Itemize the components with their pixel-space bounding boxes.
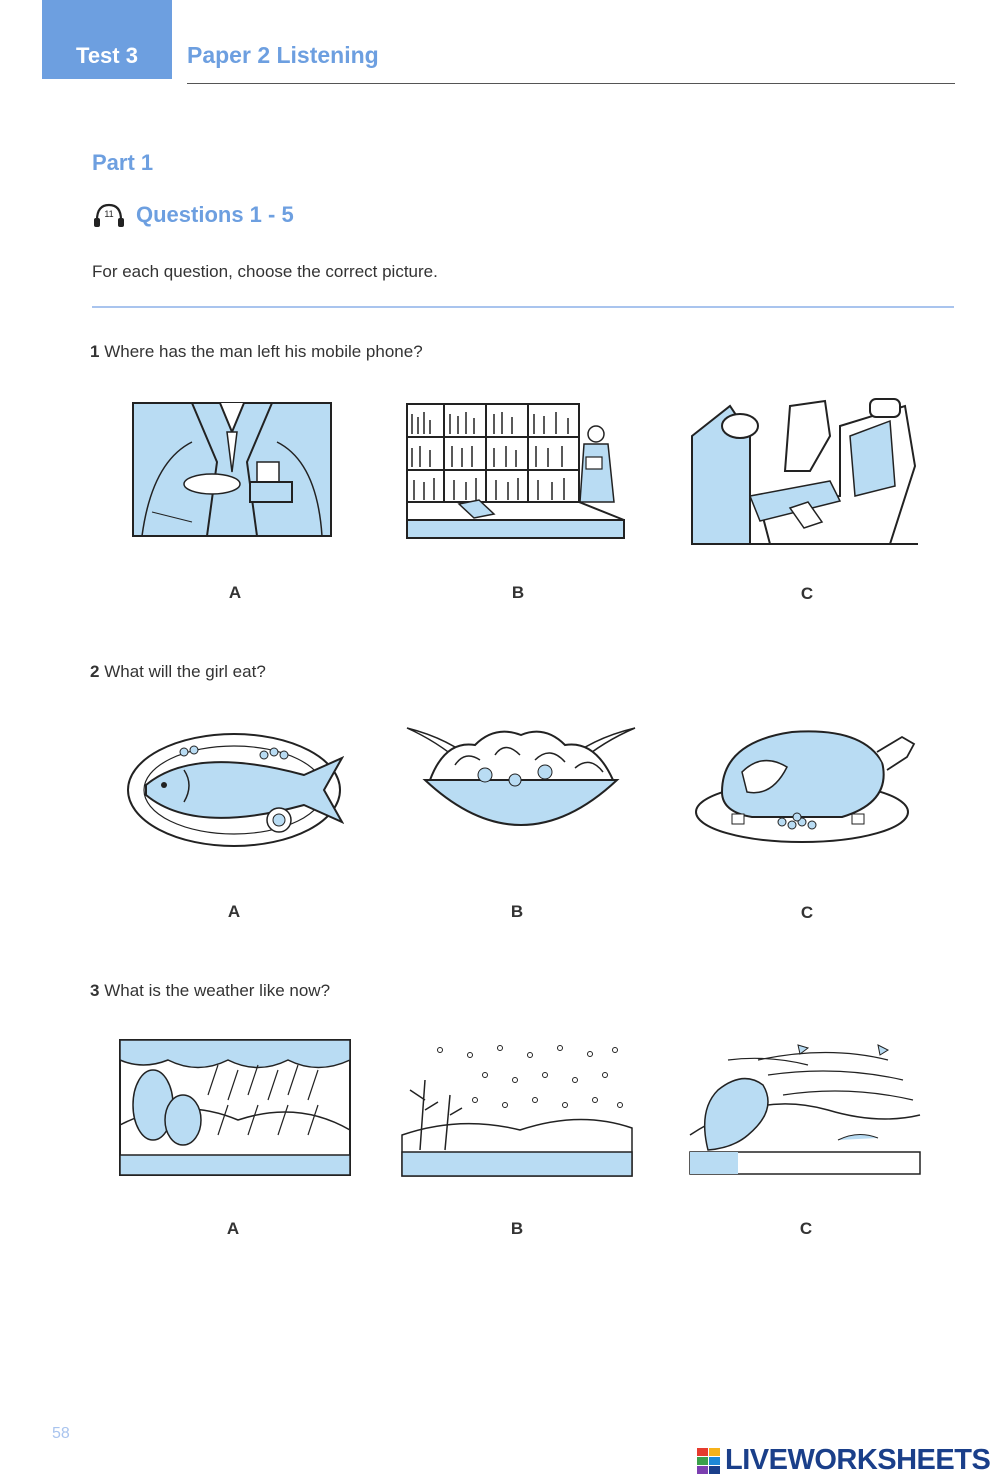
snow-picture[interactable] xyxy=(400,1040,634,1178)
part-heading: Part 1 xyxy=(92,150,154,175)
salad-bowl-picture[interactable] xyxy=(405,720,637,855)
roast-chicken-picture[interactable] xyxy=(692,722,922,847)
option-c[interactable]: C xyxy=(799,1219,813,1238)
instruction-text: For each question, choose the correct picture. xyxy=(92,262,438,281)
question-text: What is the weather like now? xyxy=(104,981,331,1000)
brand-logo[interactable] xyxy=(697,1444,990,1477)
option-b[interactable]: B xyxy=(510,1219,524,1238)
question-text: Where has the man left his mobile phone? xyxy=(104,342,423,361)
header-divider xyxy=(187,83,955,84)
car-seat-picture[interactable] xyxy=(690,396,920,546)
option-a[interactable]: A xyxy=(227,902,241,921)
question-text: What will the girl eat? xyxy=(104,662,266,681)
page-number: 58 xyxy=(52,1425,70,1442)
option-c[interactable]: C xyxy=(800,584,814,603)
liveworksheets-logo-icon xyxy=(697,1448,721,1474)
track-number: 11 xyxy=(104,209,114,219)
question-number: 1 xyxy=(90,342,100,361)
wind-picture[interactable] xyxy=(688,1040,922,1176)
question-number: 3 xyxy=(90,981,100,1000)
question-2 xyxy=(90,662,266,682)
fish-plate-picture[interactable] xyxy=(124,730,344,850)
paper-title: Paper 2 Listening xyxy=(187,42,379,68)
option-a[interactable]: A xyxy=(228,583,242,602)
option-b[interactable]: B xyxy=(510,902,524,921)
test-label: Test 3 xyxy=(76,43,138,68)
option-c[interactable]: C xyxy=(800,903,814,922)
questions-label: Questions 1 - 5 xyxy=(136,202,294,227)
questions-heading xyxy=(92,200,294,230)
question-3 xyxy=(90,981,330,1001)
library-counter-picture[interactable] xyxy=(404,402,626,542)
instruction-divider xyxy=(92,306,954,308)
option-b[interactable]: B xyxy=(511,583,525,602)
rain-picture[interactable] xyxy=(118,1035,352,1177)
test-tab xyxy=(42,0,172,79)
headphones-icon xyxy=(92,200,126,230)
question-number: 2 xyxy=(90,662,100,681)
jacket-pocket-picture[interactable] xyxy=(132,402,332,537)
question-1 xyxy=(90,342,423,362)
option-a[interactable]: A xyxy=(226,1219,240,1238)
brand-name: LIVEWORKSHEETS xyxy=(725,1444,991,1476)
